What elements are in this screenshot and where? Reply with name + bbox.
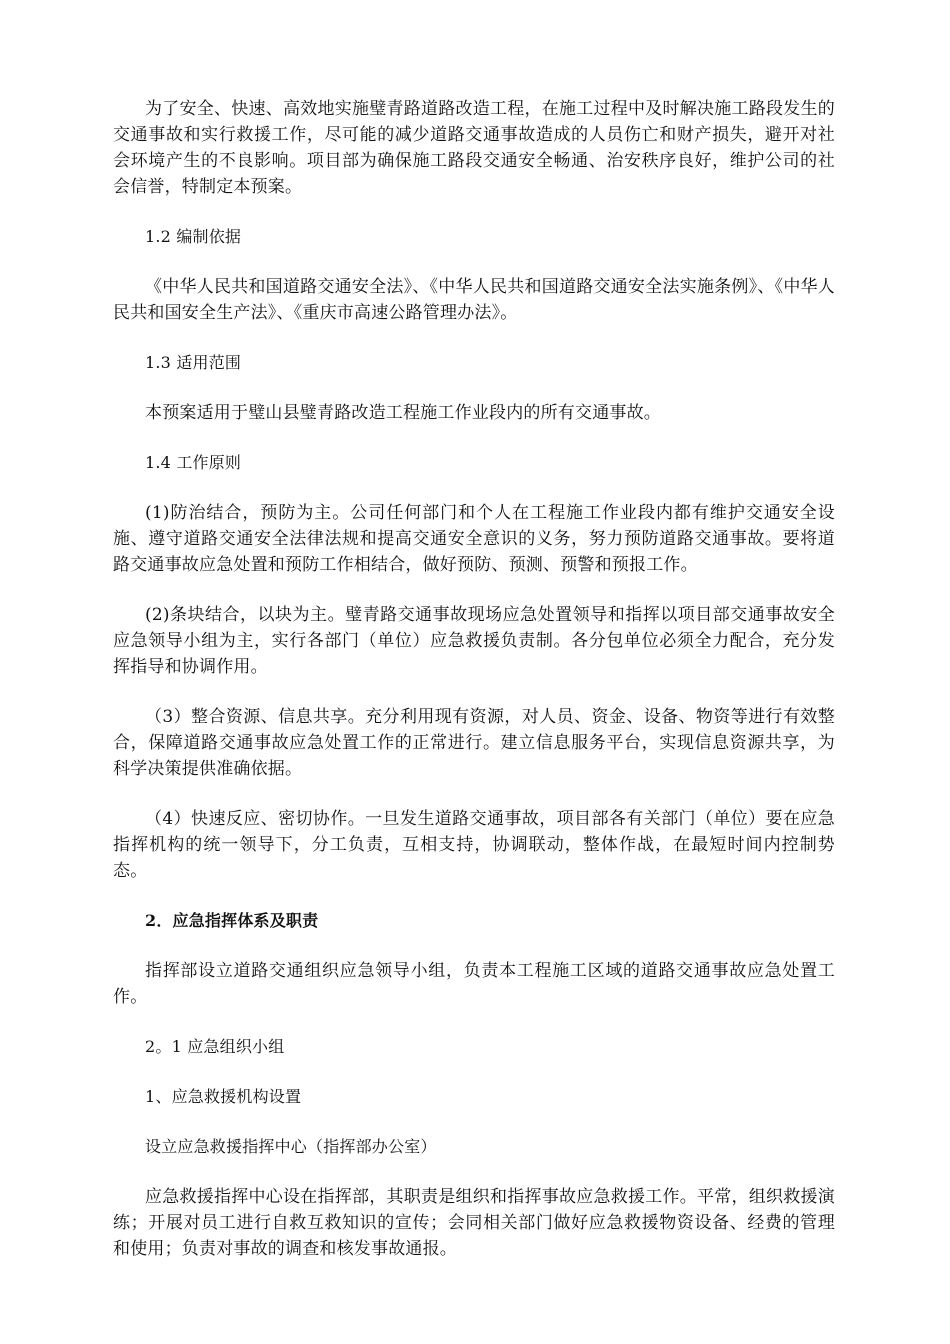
intro-paragraph: 为了安全、快速、高效地实施璧青路道路改造工程，在施工过程中及时解决施工路段发生的交通事故和实行救援工作，尽可能的减少道路交通事故造成的人员伤亡和财产损失，避开对社会环境产生的不良影响。项目部为确保施工路段交通安全畅通、治安秩序良好，维护公司的社会信誉，特制定本预案。 (113, 99, 835, 197)
principle-4-paragraph: （4）快速反应、密切协作。一旦发生道路交通事故，项目部各有关部门（单位）要在应急指挥机构的统一领导下，分工负责，互相支持，协调联动，整体作战，在最短时间内控制势态。 (113, 809, 835, 881)
section-heading-1-4: 1.4 工作原则 (145, 453, 242, 472)
item-heading-1: 1、应急救援机构设置 (145, 1087, 302, 1106)
document-page (113, 96, 835, 1262)
basis-paragraph: 《中华人民共和国道路交通安全法》、《中华人民共和国道路交通安全法实施条例》、《中华人民共和国安全生产法》、《重庆市高速公路管理办法》。 (113, 277, 835, 323)
principle-1-paragraph: (1)防治结合，预防为主。公司任何部门和个人在工程施工作业段内都有维护交通安全设施、遵守道路交通安全法律法规和提高交通安全意识的义务，努力预防道路交通事故。要将道路交通事故应急处置和预防工作相结合，做好预防、预测、预警和预报工作。 (113, 503, 835, 575)
center-heading: 设立应急救援指挥中心（指挥部办公室） (145, 1137, 437, 1156)
principle-2-paragraph: (2)条块结合，以块为主。璧青路交通事故现场应急处置领导和指挥以项目部交通事故安全应急领导小组为主，实行各部门（单位）应急救援负责制。各分包单位必须全力配合，充分发挥指导和协调作用。 (113, 605, 835, 677)
section-heading-1-2: 1.2 编制依据 (145, 227, 242, 246)
section-heading-1-3: 1.3 适用范围 (145, 353, 242, 372)
command-paragraph: 指挥部设立道路交通组织应急领导小组，负责本工程施工区域的道路交通事故应急处置工作。 (113, 961, 835, 1007)
principle-3-paragraph: （3）整合资源、信息共享。充分利用现有资源，对人员、资金、设备、物资等进行有效整合，保障道路交通事故应急处置工作的正常进行。建立信息服务平台，实现信息资源共享，为科学决策提供准确依据。 (113, 707, 835, 779)
center-duties-paragraph: 应急救援指挥中心设在指挥部，其职责是组织和指挥事故应急救援工作。平常，组织救援演练；开展对员工进行自救互救知识的宣传；会同相关部门做好应急救援物资设备、经费的管理和使用；负责对事故的调查和核发事故通报。 (113, 1187, 835, 1259)
scope-paragraph: 本预案适用于璧山县璧青路改造工程施工作业段内的所有交通事故。 (145, 403, 661, 423)
section-heading-2: 2．应急指挥体系及职责 (145, 911, 319, 930)
section-heading-2-1: 2。1 应急组织小组 (145, 1037, 285, 1056)
